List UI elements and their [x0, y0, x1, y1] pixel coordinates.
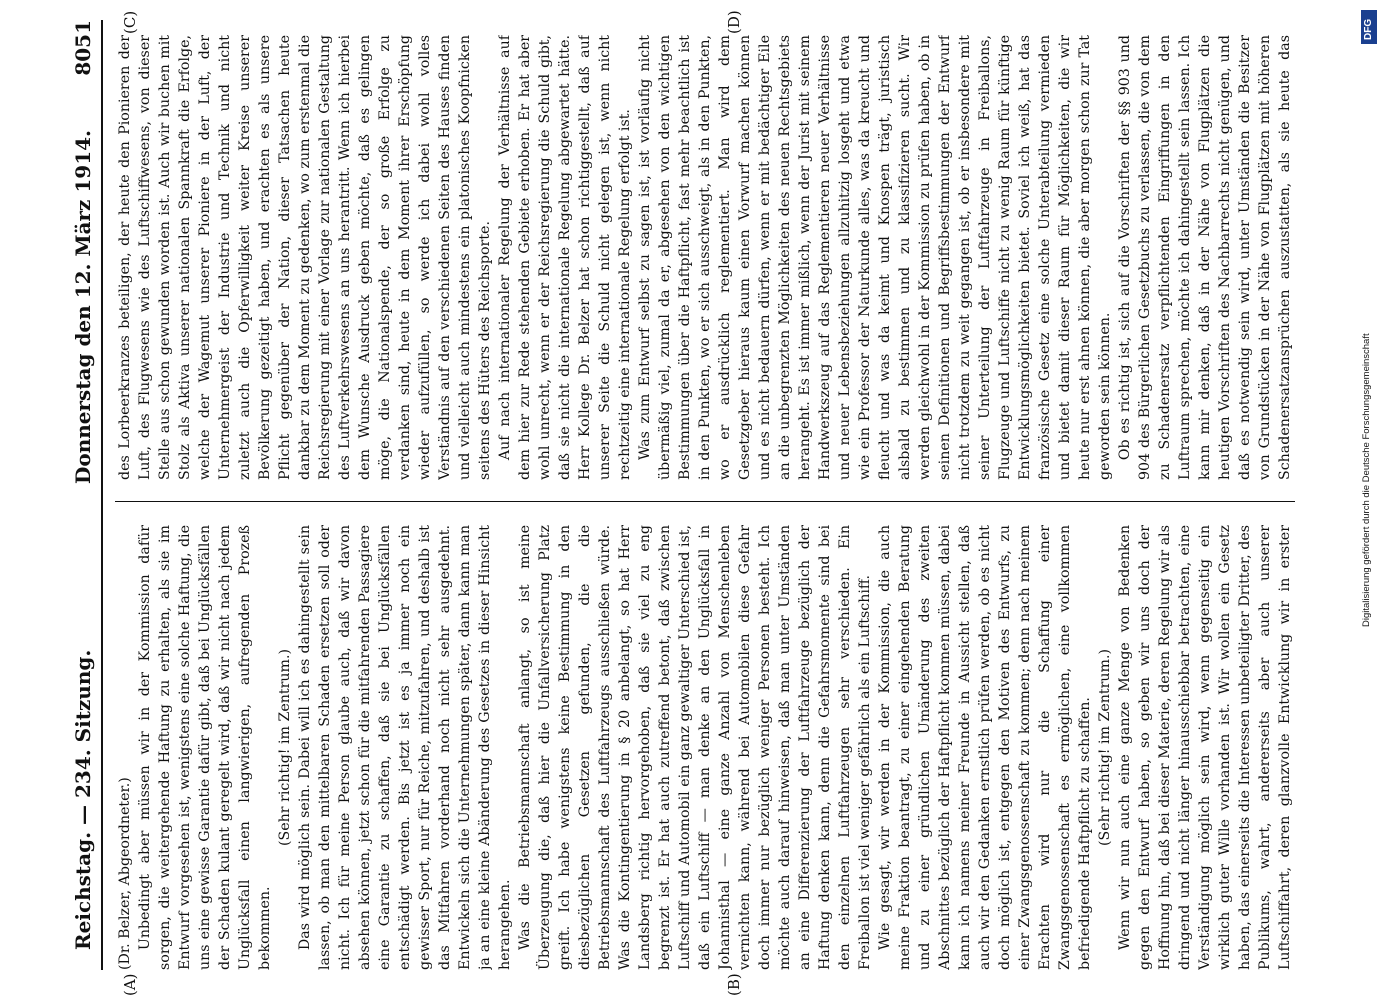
interjection: (Sehr richtig! im Zentrum.)	[277, 648, 293, 847]
page-number: 8051	[71, 20, 95, 76]
paragraph: Was die Betriebsmannschaft anlangt, so ist meine Überzeugung die, daß hier die Unfallversicherung Platz greift. Ich habe wenigstens keine Bestimmung in den diesbezüglichen Gesetzen gefunden, die die Betriebsmannschaft des Luftfahrzeugs ausschließen würde. Was die Kontingentierung in § 20 anbelangt, so hat Herr Landsberg richtig hervorgehoben, daß sie viel zu eng begrenzt ist. Er hat auch zutreffend betont, daß zwischen Luftschiff und Automobil ein ganz gewaltiger Unterschied ist, daß ein Luftschiff — man denke an den Unglücksfall in Johannisthal — eine ganze Anzahl von Menschenleben vernichten kann, während bei Automobilen diese Gefahr doch immer nur bezüglich weniger Personen besteht. Ich möchte auch darauf hinweisen, daß man unter Umständen an eine Differenzierung der Luftfahrzeuge bezüglich der Haftung denken kann, denn die Gefahrsmomente sind bei den einzelnen Luftfahrzeugen sehr verschieden. Ein Freiballon ist viel weniger gefährlich als ein Luftschiff.	[517, 525, 873, 970]
margin-marker-d: (D)	[725, 10, 743, 34]
margin-marker-a: (A)	[121, 973, 139, 996]
header-date: Donnerstag den 12. März 1914.	[71, 130, 95, 484]
paragraph: Auf nach internationaler Regelung der Verhältnisse auf dem hier zur Rede stehenden Gebiete erhoben. Er hat aber wohl unrecht, wenn er der Reichsregierung die Schuld gibt, daß sie nicht die internationale Regelung abgewartet hätte. Herr Kollege Dr. Belzer hat schon richtiggestellt, daß auf unserer Seite die Schuld nicht gelegen ist, wenn nicht rechtzeitig eine internationale Regelung erfolgt ist.	[497, 35, 633, 480]
paragraph: Das wird möglich sein. Dabei will ich es dahingestellt sein lassen, ob man den mittelbaren Schaden ersetzen soll oder nicht. Ich für meine Person glaube auch, daß wir davon absehen können, jetzt schon für die mitfahrenden Passagiere eine Garantie zu schaffen, daß sie bei Unglücksfällen entschädigt werden. Bis jetzt ist es ja immer noch ein gewisser Sport, nur für Reiche, mitzufahren, und deshalb ist das Mitfahren vorderhand noch nicht sehr ausgedehnt. Entwickeln sich die Unternehmungen später, dann kann man ja an eine kleine Abänderung des Gesetzes in dieser Hinsicht herangehen.	[297, 525, 513, 970]
margin-marker-c: (C)	[121, 10, 139, 34]
paragraph: Ob es richtig ist, sich auf die Vorschriften der §§ 903 und 904 des Bürgerlichen Gesetzbuchs zu verlassen, die von dem zu Schadenersatz verpflichtenden Eingriffungen in den Luftraum sprechen, möchte ich dahingestellt sein lassen. Ich kann mir denken, daß in der Nähe von Flugplätzen die heutigen Vorschriften des Nachbarrechts nicht genügen, und daß es notwendig sein wird, unter Umständen die Besitzer von Grundstücken in der Nähe von Flugplätzen mit höheren Schadenersatzansprüchen auszustatten, als sie heute das	[1117, 35, 1293, 480]
header-left: Reichstag. — 234. Sitzung.	[71, 649, 95, 950]
rotated-page-content	[35, 0, 1335, 1000]
paragraph: des Lorbeerkranzes beteiligen, der heute den Pionieren der Luft, des Flugwesens wie des Luftschiffwesens, von dieser Stelle aus schon gewunden worden ist. Auch wir buchen mit Stolz als Aktiva unserer nationalen Spannkraft die Erfolge, welche der Wagemut unserer Pioniere in der Luft, der Unternehmergeist der Industrie und Technik und nicht zuletzt auch die Opferwilligkeit weiter Kreise unserer Bevölkerung gezeitigt haben, und erachten es als unsere Pflicht gegenüber der Nation, dieser Tatsachen heute dankbar zu dem Moment zu gedenken, wo zum erstenmal die Reichsregierung mit einer Vorlage zur nationalen Gestaltung des Luftverkehrswesens an uns herantritt. Wenn ich hierbei dem Wunsche Ausdruck geben möchte, daß es gelingen möge, die Nationalspende, der so große Erfolge zu verdanken sind, heute in dem Moment ihrer Erschöpfung wieder aufzufüllen, so werde ich dabei wohl volles Verständnis auf den verschiedenen Seiten des Hauses finden und vielleicht auch mindestens ein platonisches Koopfnicken seitens des Hüters des Reichsporte.	[117, 35, 493, 480]
paragraph: Wenn wir nun auch eine ganze Menge von Bedenken gegen den Entwurf haben, so geben wir uns doch der Hoffnung hin, daß bei dieser Materie, deren Regelung wir als dringend und nicht länger hinausschiebbar betrachten, eine Verständigung möglich sein wird, wenn gegenseitig ein wirklich guter Wille vorhanden ist. Wir wollen ein Gesetz haben, das einerseits die Interessen unbeteiligter Dritter, des Publikums, wahrt, andererseits aber auch unserer Luftschiffahrt, deren glanzvolle Entwicklung wir in erster	[1117, 525, 1293, 970]
paragraph: Wie gesagt, wir werden in der Kommission, die auch meine Fraktion beantragt, zu einer eingehenden Beratung und zu einer gründlichen Umänderung des zweiten Abschnittes bezüglich der Haftpflicht kommen müssen, dabei kann ich namens meiner Freunde in Aussicht stellen, daß auch wir den Gedanken ernstlich prüfen werden, ob es nicht doch möglich ist, entgegen den Motiven des Entwurfs, zu einer Zwangsgenossenschaft zu kommen; denn nach meinem Erachten wird nur die Schaffung einer Zwangsgenossenschaft es ermöglichen, eine vollkommen befriedigende Haftpflicht zu schaffen.	[877, 525, 1093, 970]
interjection: (Sehr richtig! im Zentrum.)	[1097, 648, 1113, 847]
page-header	[65, 20, 103, 970]
margin-marker-b: (B)	[725, 973, 743, 996]
speaker-note: (Dr. Belzer, Abgeordneter.)	[117, 777, 133, 970]
column-divider	[115, 501, 1295, 502]
right-column	[115, 35, 1295, 480]
paragraph: Was zum Entwurf selbst zu sagen ist, ist vorläufig nicht übermäßig viel, zumal da er, abgesehen von den wichtigen Bestimmungen über die Haftpflicht, fast mehr beachtlich ist in den Punkten, wo er sich ausschweigt, als in den Punkten, wo er ausdrücklich reglementiert. Man wird dem Gesetzgeber hieraus kaum einen Vorwurf machen können und es nicht bedauern dürfen, wenn er mit bedächtiger Eile an die unbegrenzten Möglichkeiten des neuen Rechtsgebiets herangeht. Es ist immer mißlich, wenn der Jurist mit seinem Handwerkszeug auf das Reglementieren neuer Verhältnisse und neuer Lebensbeziehungen allzuhitzig losgeht und etwa wie ein Professor der Naturkunde alles, was da kreucht und fleucht und was da keimt und Knospen trägt, juristisch alsbald zu bestimmen und zu klassifizieren sucht. Wir werden gleichwohl in der Kommission zu prüfen haben, ob in seinen Definitionen und Begriffsbestimmungen der Entwurf nicht trotzdem zu weit gegangen ist, ob er insbesondere mit seiner Unterteilung der Luftfahrzeuge in Freiballons, Flugzeuge und Luftschiffe nicht zu wenig Raum für künftige Entwicklungsmöglichkeiten bietet. Soviel ich weiß, hat das französische Gesetz eine solche Unterabteilung vermieden und bietet damit dieser Raum für Möglichkeiten, die wir heute nur erst ahnen können, die aber morgen schon zur Tat geworden sein können.	[637, 35, 1113, 480]
paragraph: Unbedingt aber müssen wir in der Kommission dafür sorgen, die weitergehende Haftung zu erhalten, als sie im Entwurf vorgesehen ist, wenigstens eine solche Haftung, die uns eine gewisse Garantie dafür gibt, daß bei Unglücksfällen der Schaden kulant geregelt wird, daß wir nicht nach jedem Unglücksfall einen langwierigen, aufregenden Prozeß bekommen.	[137, 525, 273, 970]
left-column	[115, 525, 1295, 970]
dfg-logo: DFG	[1361, 10, 1377, 44]
digitization-note: Digitalisierung gefördert durch die Deutsche Forschungsgemeinschaft	[1361, 333, 1372, 627]
